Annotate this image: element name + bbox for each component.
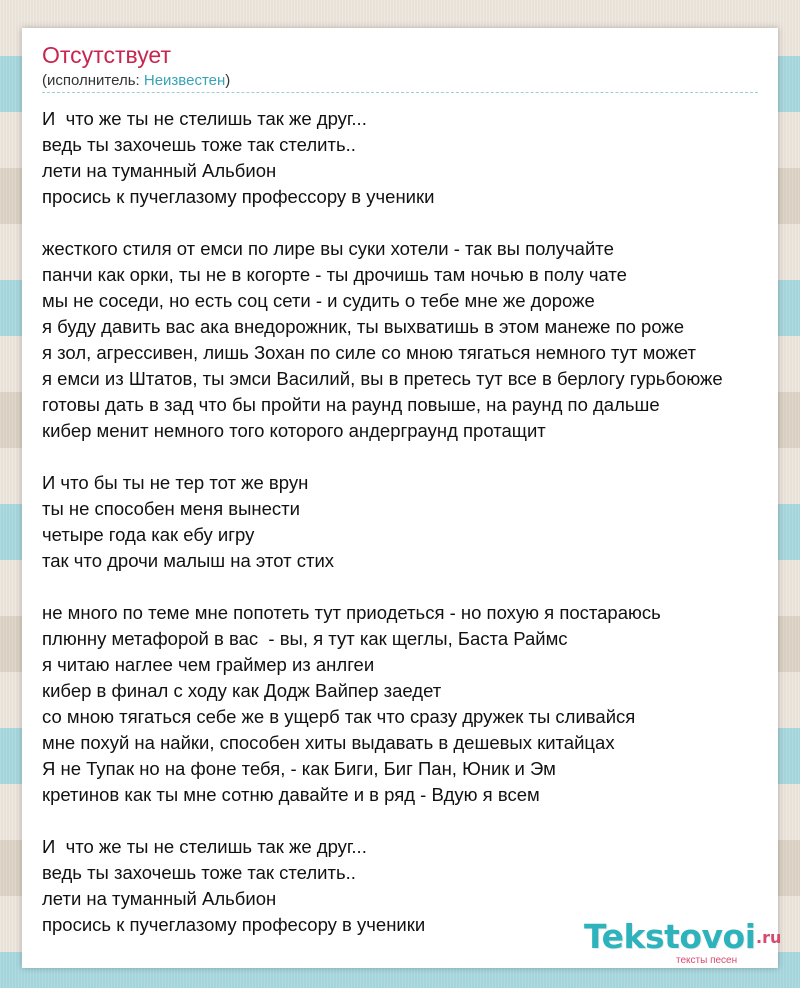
lyric-line: ты не способен меня вынести bbox=[42, 498, 300, 519]
stanza-3 bbox=[42, 470, 800, 574]
stanza-1 bbox=[42, 106, 800, 210]
site-logo[interactable] bbox=[584, 917, 794, 970]
artist-prefix: (исполнитель: bbox=[42, 72, 144, 89]
lyric-line: жесткого стиля от емси по лире вы суки хотели - так вы получайте bbox=[42, 238, 614, 259]
artist-line bbox=[42, 73, 230, 88]
logo-wordmark: Tekstovoi bbox=[584, 917, 756, 956]
lyric-line: не много по теме мне попотеть тут приодеться - но похую я постараюсь bbox=[42, 602, 661, 623]
stanza-4 bbox=[42, 600, 800, 808]
lyric-line: лети на туманный Альбион bbox=[42, 888, 277, 909]
lyric-line: И что же ты не стелишь так же друг... bbox=[42, 836, 367, 857]
lyric-line: просись к пучеглазому професору в ученики bbox=[42, 914, 426, 935]
lyric-line: я емси из Штатов, ты эмси Василий, вы в претесь тут все в берлогу гурьбоюже bbox=[42, 368, 723, 389]
logo-tagline: тексты песен bbox=[676, 955, 738, 966]
song-title: Отсутствует bbox=[42, 42, 171, 68]
lyric-line: просись к пучеглазому профессору в ученики bbox=[42, 186, 435, 207]
lyric-line: мы не соседи, но есть соц сети - и судить о тебе мне же дороже bbox=[42, 290, 595, 311]
artist-suffix: ) bbox=[225, 72, 231, 89]
lyric-line: И что бы ты не тер тот же врун bbox=[42, 472, 309, 493]
lyric-line: плюнну метафорой в вас - вы, я тут как щеглы, Баста Раймс bbox=[42, 628, 568, 649]
lyric-line: кибер менит немного того которого андерграунд протащит bbox=[42, 420, 546, 441]
lyric-line: со мною тягаться себе же в ущерб так что сразу дружек ты сливайся bbox=[42, 706, 636, 727]
lyric-line: кретинов как ты мне сотню давайте и в ряд - Вдую я всем bbox=[42, 784, 540, 805]
lyric-line: я буду давить вас ака внедорожник, ты выхватишь в этом манеже по роже bbox=[42, 316, 685, 337]
lyric-line: четыре года как ебу игру bbox=[42, 524, 255, 545]
logo-domain: .ru bbox=[756, 928, 782, 947]
lyric-line: панчи как орки, ты не в когорте - ты дрочишь там ночью в полу чате bbox=[42, 264, 627, 285]
lyric-line: готовы дать в зад что бы пройти на раунд повыше, на раунд по дальше bbox=[42, 394, 660, 415]
lyric-line: лети на туманный Альбион bbox=[42, 160, 277, 181]
lyric-line: кибер в финал с ходу как Додж Вайпер заедет bbox=[42, 680, 442, 701]
lyric-line: Я не Тупак но на фоне тебя, - как Биги, Биг Пан, Юник и Эм bbox=[42, 758, 556, 779]
lyric-line: так что дрочи малыш на этот стих bbox=[42, 550, 335, 571]
lyric-line: я зол, агрессивен, лишь Зохан по силе со мною тягаться немного тут может bbox=[42, 342, 696, 363]
lyric-line: ведь ты захочешь тоже так стелить.. bbox=[42, 134, 356, 155]
stanza-2 bbox=[42, 236, 800, 444]
artist-link[interactable]: Неизвестен bbox=[143, 72, 226, 89]
lyric-line: ведь ты захочешь тоже так стелить.. bbox=[42, 862, 356, 883]
lyrics-text bbox=[42, 106, 800, 938]
lyric-line: я читаю наглее чем граймер из анлгеи bbox=[42, 654, 375, 675]
divider bbox=[42, 92, 758, 93]
lyric-line: мне похуй на найки, способен хиты выдавать в дешевых китайцах bbox=[42, 732, 615, 753]
lyrics-page bbox=[22, 28, 778, 968]
lyric-line: И что же ты не стелишь так же друг... bbox=[42, 108, 367, 129]
